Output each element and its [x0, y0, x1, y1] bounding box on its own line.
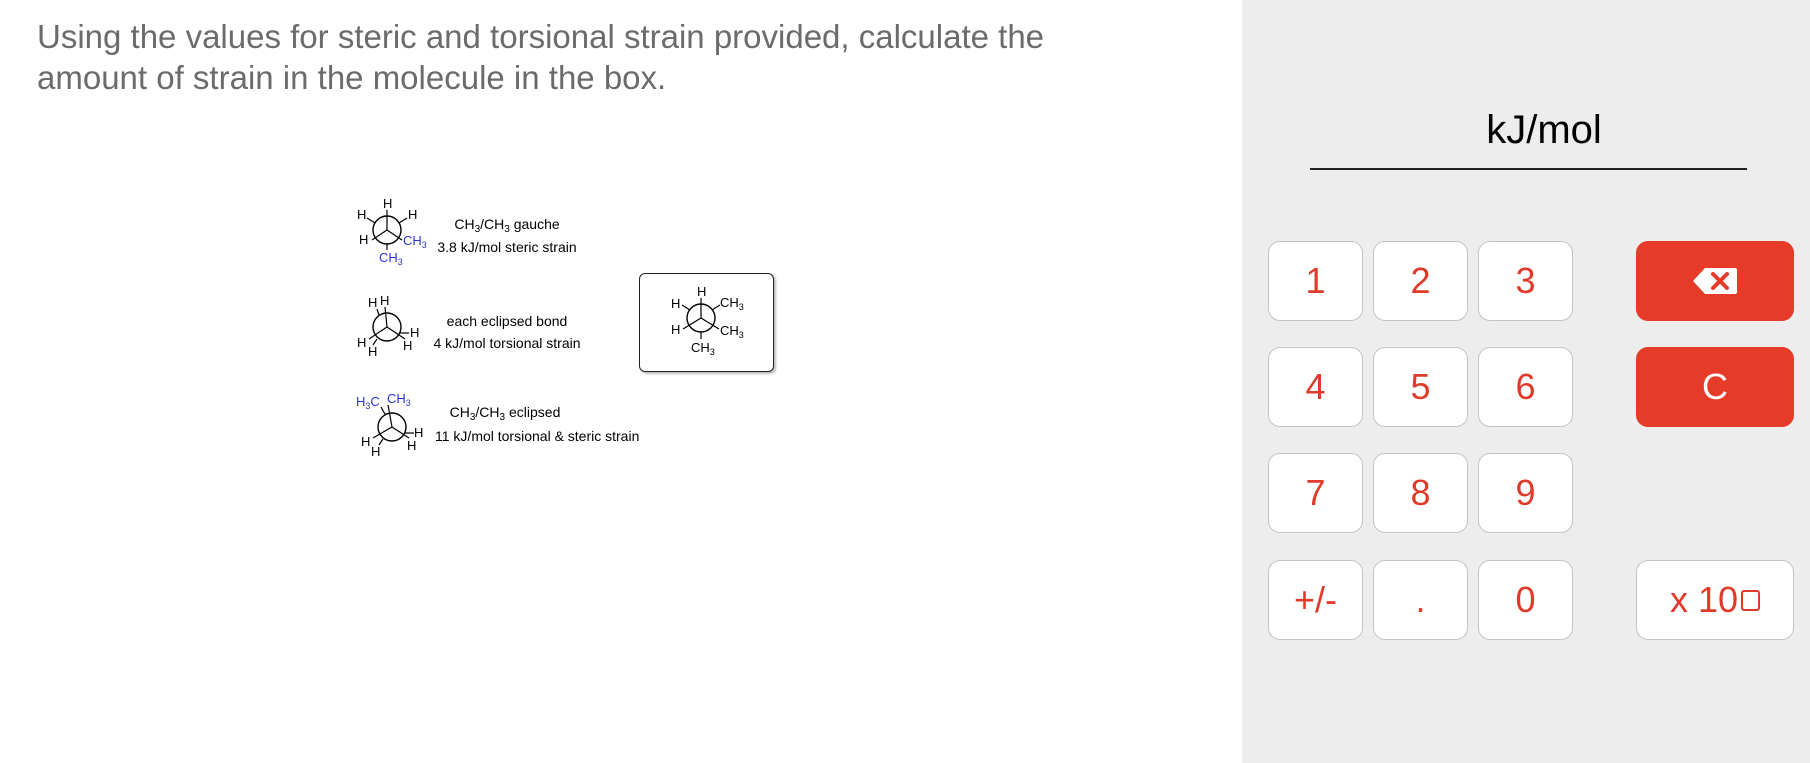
key-6[interactable]: 6 [1478, 347, 1573, 427]
atom-h: H [403, 338, 413, 353]
exponent-button[interactable] [1636, 560, 1794, 640]
newman-gauche [355, 198, 430, 278]
backspace-icon [1691, 266, 1739, 296]
atom-sub-3: 3 [365, 401, 371, 411]
legend-caption-2: each eclipsed bond [446, 313, 568, 329]
newman-target [654, 281, 754, 371]
question-line-1: Using the values for steric and torsional strain provided, calculate the [37, 18, 1045, 55]
legend-caption-3: $CH_3/CH_3$ eclipsed [449, 404, 561, 423]
key-9[interactable]: 9 [1478, 453, 1573, 533]
exponent-label: x 10 [1669, 579, 1739, 620]
atom-h: H [414, 425, 424, 440]
svg-text:CH3 [403, 233, 427, 250]
atom-h: H [359, 232, 369, 247]
sign-toggle-button[interactable]: +/- [1268, 560, 1363, 640]
atom-h: H [697, 284, 707, 299]
key-2[interactable]: 2 [1373, 241, 1468, 321]
key-0[interactable]: 0 [1478, 560, 1573, 640]
atom-h: H [371, 444, 381, 459]
atom-h: H [408, 207, 418, 222]
svg-text:CH3 [387, 391, 411, 408]
svg-text:CH3 [720, 323, 744, 340]
atom-h: H [671, 296, 681, 311]
question-line-2: amount of strain in the molecule in the box. [37, 59, 667, 96]
svg-text:CH3 [691, 340, 715, 357]
answer-input-line[interactable] [1310, 168, 1747, 170]
key-4[interactable]: 4 [1268, 347, 1363, 427]
atom-ch: CH [379, 250, 398, 265]
legend-caption-1: $CH_3/CH_3$ gauche [454, 216, 560, 235]
atom-h: H [671, 322, 681, 337]
key-1[interactable]: 1 [1268, 241, 1363, 321]
svg-text:CH3 [379, 250, 403, 267]
key-5[interactable]: 5 [1373, 347, 1468, 427]
atom-sub-3: 3 [709, 347, 715, 357]
atom-h: H [410, 325, 420, 340]
key-8[interactable]: 8 [1373, 453, 1468, 533]
newman-eclipsed-ch3 [355, 390, 430, 470]
newman-eclipsed-h [355, 295, 430, 375]
atom-h: H [368, 344, 378, 359]
target-molecule-box [639, 273, 774, 372]
svg-text:CH3 [720, 295, 744, 312]
atom-h: H [361, 434, 371, 449]
decimal-button[interactable]: . [1373, 560, 1468, 640]
atom-h: H [356, 394, 366, 409]
atom-h: H [357, 335, 367, 350]
legend-value-2: 4 kJ/mol torsional strain [433, 335, 581, 351]
atom-h: H [380, 293, 390, 308]
atom-sub-3: 3 [397, 257, 403, 267]
backspace-button[interactable] [1636, 241, 1794, 321]
legend-value-1: 3.8 kJ/mol steric strain [437, 239, 577, 255]
atom-sub-3: 3 [421, 240, 427, 250]
atom-ch: CH [387, 391, 406, 406]
svg-text:H3C [356, 394, 380, 411]
question-text [37, 16, 1187, 98]
key-7[interactable]: 7 [1268, 453, 1363, 533]
exponent-box-icon [1741, 590, 1760, 611]
atom-c: C [370, 394, 380, 409]
atom-h: H [357, 207, 367, 222]
legend-value-3: 11 kJ/mol torsional & steric strain [435, 428, 640, 444]
atom-h: H [383, 196, 393, 211]
unit-label: kJ/mol [1486, 108, 1602, 152]
atom-h: H [368, 295, 378, 310]
atom-ch: CH [403, 233, 422, 248]
atom-sub-3: 3 [738, 302, 744, 312]
clear-button[interactable]: C [1636, 347, 1794, 427]
atom-ch: CH [691, 340, 710, 355]
atom-sub-3: 3 [738, 330, 744, 340]
atom-ch: CH [720, 295, 739, 310]
atom-ch: CH [720, 323, 739, 338]
key-3[interactable]: 3 [1478, 241, 1573, 321]
atom-sub-3: 3 [405, 398, 411, 408]
atom-h: H [407, 438, 417, 453]
